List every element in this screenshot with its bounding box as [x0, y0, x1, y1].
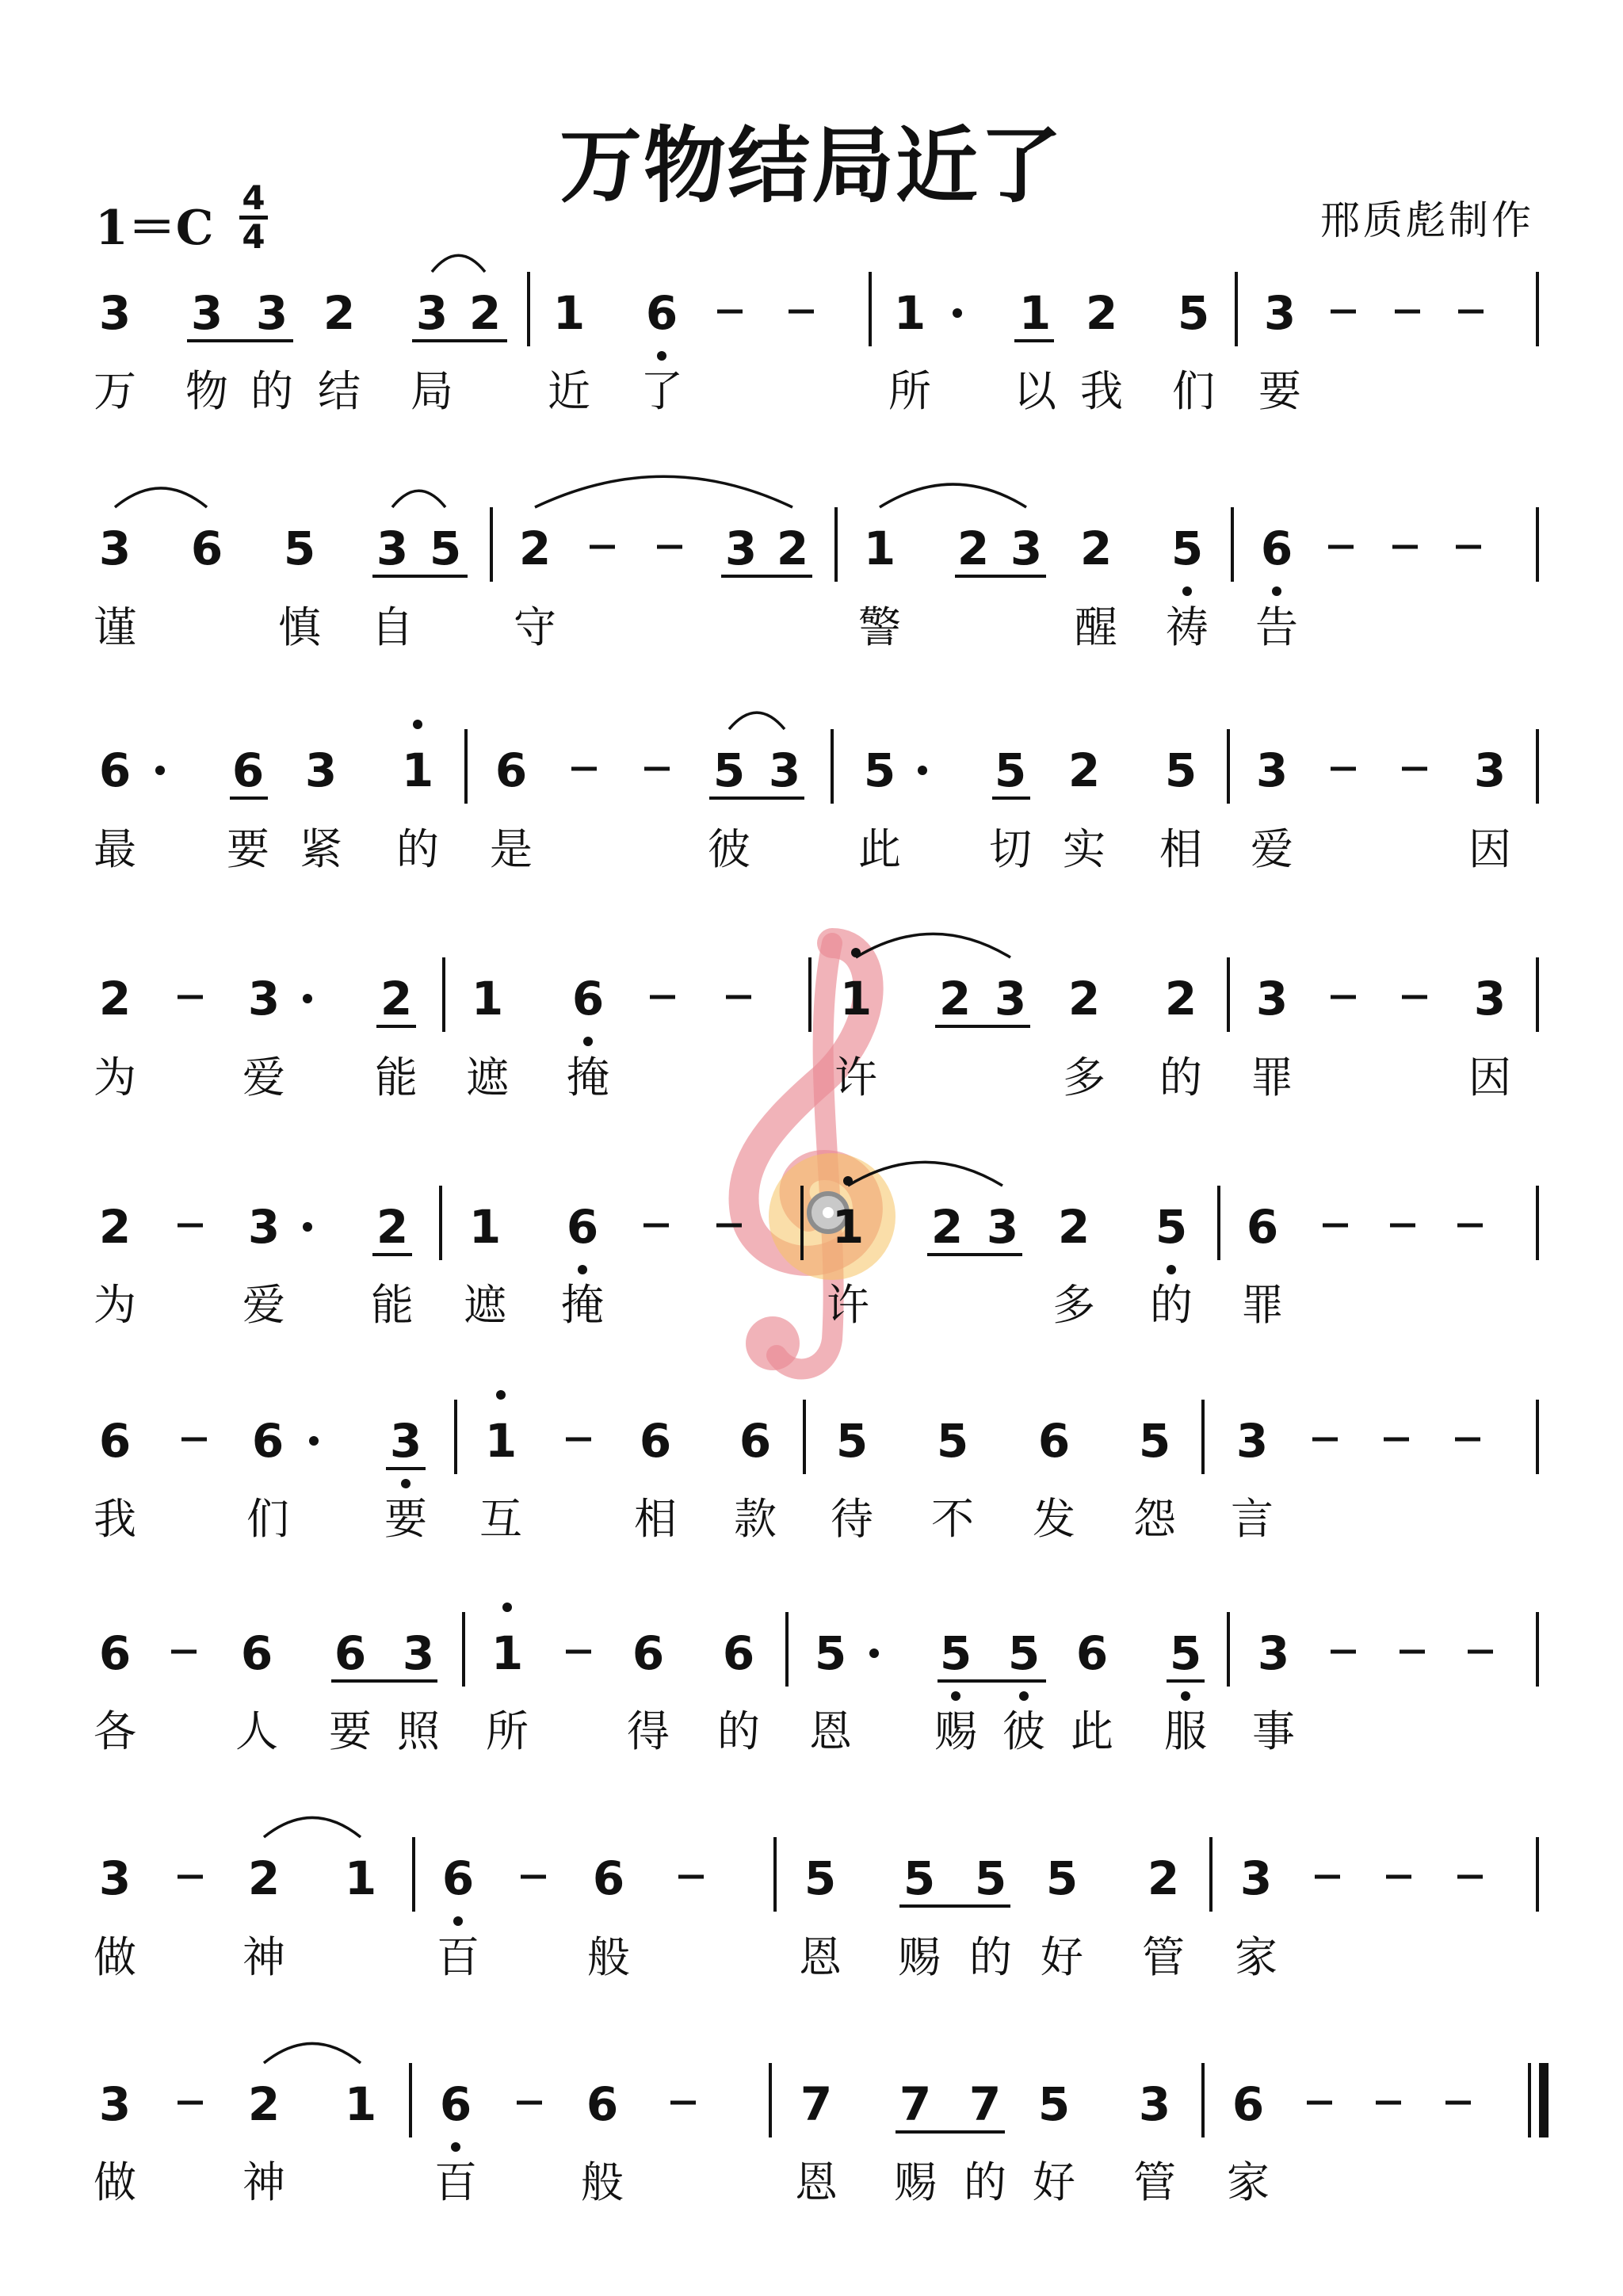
note: 2: [930, 1200, 964, 1254]
augmentation-dot: [155, 766, 165, 775]
lyric-char: 家: [1227, 2157, 1270, 2207]
note: 6: [722, 1626, 755, 1680]
note: 2: [1085, 286, 1118, 340]
augmentation-dot: [303, 994, 312, 1003]
note: 5: [1170, 521, 1204, 575]
note: 3: [994, 972, 1027, 1026]
lyric-char: 祷: [1166, 602, 1209, 652]
note: 3: [247, 972, 281, 1026]
note: 3: [1138, 2077, 1171, 2131]
lyric-char: 款: [734, 1494, 777, 1544]
note: 1: [484, 1414, 517, 1468]
note: 6: [190, 521, 223, 575]
augmentation-dot: [309, 1436, 319, 1446]
note: 5: [863, 743, 896, 797]
note: 6: [645, 286, 678, 340]
lyric-char: 做: [94, 2157, 136, 2207]
lyric-char: 照: [397, 1706, 440, 1756]
lyric-char: 的: [1159, 1052, 1202, 1102]
lyric-char: 醒: [1075, 602, 1117, 652]
lyric-char: 此: [858, 824, 901, 874]
lyric-char: 做: [94, 1932, 136, 1982]
lyric-char: 最: [94, 824, 136, 874]
note: 5: [835, 1414, 869, 1468]
note: 7: [899, 2077, 932, 2131]
note: 2: [468, 286, 502, 340]
lyric-char: 怨: [1133, 1494, 1176, 1544]
note: 5: [1045, 1851, 1079, 1905]
note: 2: [1067, 743, 1101, 797]
note: 1: [831, 1200, 865, 1254]
note: 2: [1164, 972, 1197, 1026]
note: 5: [712, 743, 746, 797]
note: 6: [495, 743, 528, 797]
note: 3: [98, 2077, 132, 2131]
note: 3: [1257, 1626, 1290, 1680]
lyric-char: 许: [834, 1052, 877, 1102]
lyric-char: 恩: [795, 2157, 838, 2207]
key-signature: 1＝C: [95, 201, 214, 256]
lyric-char: 罪: [1241, 1280, 1284, 1330]
note: 3: [1239, 1851, 1273, 1905]
lyric-char: 能: [371, 1280, 414, 1330]
lyric-char: 赐: [934, 1706, 977, 1756]
note: 5: [429, 521, 462, 575]
note: 1: [1018, 286, 1052, 340]
note: 2: [957, 521, 990, 575]
note: 1: [552, 286, 586, 340]
lyric-char: 谨: [94, 602, 136, 652]
note: 1: [344, 1851, 377, 1905]
lyric-char: 言: [1231, 1494, 1274, 1544]
lyric-char: 此: [1071, 1706, 1113, 1756]
note: 3: [768, 743, 801, 797]
lyric-char: 待: [831, 1494, 873, 1544]
lyric-char: 事: [1252, 1706, 1295, 1756]
lyric-char: 百: [437, 1932, 479, 1982]
note: 3: [376, 521, 409, 575]
note: 6: [334, 1626, 367, 1680]
lyric-char: 守: [514, 602, 556, 652]
lyric-char: 近: [548, 366, 590, 416]
octave-dot-low: [1272, 586, 1281, 596]
lyric-char: 结: [318, 366, 361, 416]
octave-dot-low: [401, 1479, 411, 1488]
lyric-char: 物: [185, 366, 228, 416]
note: 6: [1232, 2077, 1265, 2131]
note: 3: [402, 1626, 435, 1680]
note: 2: [1067, 972, 1101, 1026]
note: 3: [1235, 1414, 1269, 1468]
lyric-char: 发: [1033, 1494, 1075, 1544]
note: 3: [1010, 521, 1043, 575]
octave-dot-high: [496, 1390, 506, 1400]
note: 3: [98, 286, 132, 340]
note: 2: [376, 1200, 409, 1254]
slur-arc: [848, 1162, 1002, 1186]
note: 1: [839, 972, 873, 1026]
octave-dot-low: [451, 2142, 460, 2152]
note: 6: [98, 1626, 132, 1680]
score-marks: [94, 255, 1544, 2207]
note: 6: [231, 743, 265, 797]
author-credit: 邢质彪制作: [1320, 197, 1534, 243]
lyric-char: 们: [1172, 366, 1215, 416]
lyric-char: 所: [888, 366, 931, 416]
lyric-char: 的: [1150, 1280, 1193, 1330]
lyric-char: 告: [1255, 602, 1298, 652]
slur-arc: [880, 484, 1026, 507]
note: 3: [255, 286, 288, 340]
note: 3: [724, 521, 758, 575]
note: 6: [639, 1414, 672, 1468]
octave-dot-low: [657, 351, 666, 361]
octave-dot-low: [583, 1037, 593, 1046]
song-title: 万物结局近了: [559, 117, 1064, 214]
note: 5: [1155, 1200, 1188, 1254]
lyric-char: 不: [931, 1494, 974, 1544]
slur-arc: [535, 476, 792, 507]
octave-dot-high: [502, 1603, 512, 1612]
lyric-char: 的: [717, 1706, 760, 1756]
slur-arc: [392, 491, 445, 507]
lyric-char: 遮: [464, 1280, 506, 1330]
note: 2: [776, 521, 809, 575]
lyric-char: 赐: [898, 1932, 941, 1982]
lyric-char: 要: [329, 1706, 372, 1756]
note: 2: [323, 286, 356, 340]
lyric-char: 以: [1014, 366, 1056, 416]
lyric-char: 好: [1041, 1932, 1083, 1982]
note: 5: [804, 1851, 837, 1905]
lyric-char: 们: [246, 1494, 289, 1544]
note: 1: [491, 1626, 524, 1680]
note: 6: [1246, 1200, 1279, 1254]
augmentation-dot: [869, 1648, 879, 1658]
note: 2: [247, 2077, 281, 2131]
note: 2: [98, 972, 132, 1026]
lyric-char: 的: [964, 2157, 1006, 2207]
note: 1: [893, 286, 926, 340]
slur-arc: [115, 488, 207, 507]
lyric-char: 许: [827, 1280, 869, 1330]
lyric-char: 多: [1063, 1052, 1106, 1102]
lyric-char: 互: [479, 1494, 522, 1544]
slur-arc: [432, 255, 485, 272]
note: 6: [240, 1626, 273, 1680]
note: 3: [1473, 972, 1507, 1026]
lyric-char: 赐: [894, 2157, 937, 2207]
lyric-char: 多: [1052, 1280, 1095, 1330]
lyric-char: 神: [242, 2157, 285, 2207]
lyric-char: 彼: [1002, 1706, 1045, 1756]
lyric-char: 要: [384, 1494, 427, 1544]
lyric-char: 的: [969, 1932, 1012, 1982]
lyric-char: 因: [1468, 824, 1511, 874]
note: 5: [814, 1626, 847, 1680]
note: 6: [571, 972, 605, 1026]
lyric-char: 爱: [242, 1280, 285, 1330]
lyric-char: 我: [94, 1494, 136, 1544]
lyric-char: 管: [1133, 2157, 1176, 2207]
lyric-char: 的: [396, 824, 439, 874]
note: 6: [739, 1414, 772, 1468]
note: 3: [1263, 286, 1296, 340]
note: 6: [586, 2077, 619, 2131]
note: 3: [190, 286, 223, 340]
lyric-char: 彼: [708, 824, 750, 874]
lyric-char: 掩: [567, 1052, 609, 1102]
lyric-char: 好: [1033, 2157, 1075, 2207]
note: 2: [380, 972, 413, 1026]
lyric-char: 所: [486, 1706, 529, 1756]
lyric-char: 得: [627, 1706, 670, 1756]
note: 2: [1057, 1200, 1090, 1254]
note: 6: [251, 1414, 285, 1468]
note: 5: [1138, 1414, 1171, 1468]
octave-dot-low: [1019, 1691, 1029, 1701]
lyric-char: 服: [1164, 1706, 1207, 1756]
lyric-char: 管: [1142, 1932, 1185, 1982]
lyric-char: 切: [989, 824, 1032, 874]
note: 6: [1037, 1414, 1071, 1468]
octave-dot-low: [1167, 1265, 1176, 1274]
note: 6: [1260, 521, 1293, 575]
slur-arc: [264, 2043, 361, 2063]
lyric-char: 为: [94, 1280, 136, 1330]
slur-arc: [856, 934, 1010, 957]
note: 3: [98, 1851, 132, 1905]
note: 3: [415, 286, 449, 340]
lyric-char: 恩: [809, 1706, 852, 1756]
note: 2: [1147, 1851, 1180, 1905]
lyric-char: 遮: [466, 1052, 509, 1102]
lyric-char: 爱: [1251, 824, 1293, 874]
lyric-char: 因: [1468, 1052, 1511, 1102]
note: 5: [283, 521, 316, 575]
octave-dot-low: [578, 1265, 587, 1274]
note: 5: [1169, 1626, 1202, 1680]
lyric-char: 各: [94, 1706, 136, 1756]
note: 5: [936, 1414, 969, 1468]
note: 3: [247, 1200, 281, 1254]
note: 5: [1037, 2077, 1071, 2131]
note: 2: [98, 1200, 132, 1254]
note: 5: [1177, 286, 1210, 340]
note: 6: [98, 743, 132, 797]
note: 3: [986, 1200, 1019, 1254]
note: 5: [974, 1851, 1007, 1905]
lyric-char: 是: [490, 824, 533, 874]
lyric-char: 罪: [1251, 1052, 1293, 1102]
lyric-char: 般: [581, 2157, 624, 2207]
note: 1: [401, 743, 434, 797]
lyric-char: 掩: [561, 1280, 604, 1330]
note: 6: [1075, 1626, 1109, 1680]
lyric-char: 局: [411, 366, 453, 416]
lyric-char: 慎: [278, 602, 321, 652]
note: 3: [1255, 743, 1289, 797]
note: 5: [1007, 1626, 1041, 1680]
time-denominator: 4: [242, 217, 265, 256]
slur-arc: [729, 712, 785, 729]
lyric-char: 爱: [242, 1052, 285, 1102]
note: 5: [903, 1851, 936, 1905]
octave-dot-high: [413, 720, 422, 729]
lyric-char: 相: [1159, 824, 1202, 874]
note: 5: [994, 743, 1027, 797]
lyric-char: 我: [1080, 366, 1123, 416]
note: 3: [389, 1414, 422, 1468]
octave-dot-low: [1181, 1691, 1190, 1701]
note: 3: [1255, 972, 1289, 1026]
octave-dot-low: [1182, 586, 1192, 596]
lyric-char: 百: [434, 2157, 477, 2207]
lyric-char: 万: [94, 366, 136, 416]
lyric-char: 了: [640, 366, 683, 416]
note: 6: [439, 2077, 472, 2131]
note: 1: [468, 1200, 502, 1254]
lyric-char: 警: [858, 602, 901, 652]
lyric-char: 紧: [300, 824, 342, 874]
lyric-char: 为: [94, 1052, 136, 1102]
note: 6: [566, 1200, 599, 1254]
lyric-char: 相: [634, 1494, 677, 1544]
note: 2: [247, 1851, 281, 1905]
augmentation-dot: [303, 1222, 312, 1232]
note: 5: [939, 1626, 972, 1680]
lyric-char: 神: [242, 1932, 285, 1982]
lyric-char: 恩: [799, 1932, 842, 1982]
note: 6: [98, 1414, 132, 1468]
note: 7: [800, 2077, 833, 2131]
note: 7: [968, 2077, 1002, 2131]
note: 6: [632, 1626, 665, 1680]
note: 6: [441, 1851, 475, 1905]
note: 2: [938, 972, 972, 1026]
note: 3: [98, 521, 132, 575]
note: 2: [518, 521, 552, 575]
octave-dot-low: [453, 1916, 463, 1926]
lyric-char: 要: [1258, 366, 1301, 416]
time-numerator: 4: [242, 178, 265, 217]
note: 1: [863, 521, 896, 575]
augmentation-dot: [918, 766, 927, 775]
note: 2: [1079, 521, 1113, 575]
augmentation-dot: [953, 308, 962, 318]
lyric-char: 能: [375, 1052, 418, 1102]
slur-arc: [264, 1817, 361, 1837]
note: 3: [1473, 743, 1507, 797]
note: 5: [1164, 743, 1197, 797]
lyric-char: 实: [1063, 824, 1106, 874]
octave-dot-low: [951, 1691, 960, 1701]
lyric-char: 人: [235, 1706, 278, 1756]
note: 1: [471, 972, 504, 1026]
lyric-char: 般: [587, 1932, 630, 1982]
lyric-char: 自: [371, 602, 414, 652]
note: 1: [344, 2077, 377, 2131]
lyric-char: 的: [250, 366, 293, 416]
lyric-char: 要: [227, 824, 269, 874]
note: 3: [304, 743, 338, 797]
lyric-char: 家: [1235, 1932, 1277, 1982]
note: 6: [592, 1851, 625, 1905]
